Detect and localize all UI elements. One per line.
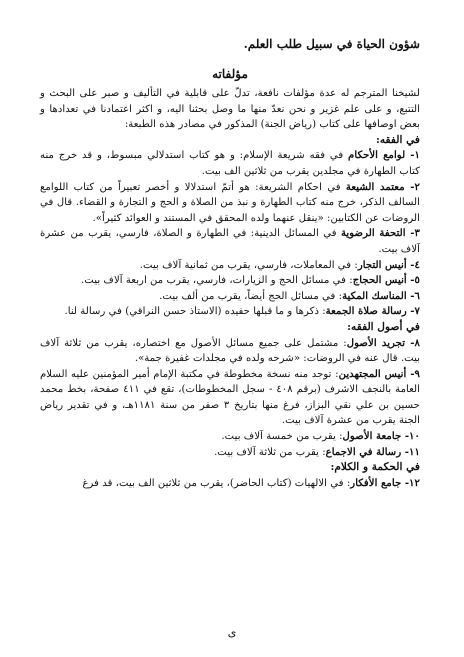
item-description: في احكام الشريعة: هو أتمّ استدلالا و أخصر تعبيراً من كتاب اللوامع السالف الذكر، خرج منه كتاب الطهارة و نبذ من الصلاة و الحج و التجارة و القضاء. قال في الروضات عن الكتابين: «ينقل عنهما ولده المحقق في المستند و العوائد كثيراً». [40, 181, 420, 224]
list-item [40, 304, 420, 320]
item-description: في المسائل الدينية: في الطهارة و الصلاة، فارسي، يقرب من عشرة آلاف بيت. [40, 228, 420, 255]
list-item [40, 289, 420, 305]
list-item [40, 148, 420, 179]
hikma-heading: في الحكمة و الكلام: [330, 461, 420, 474]
item-title: ١٢- جامع الأفكار [350, 476, 420, 489]
list-item [40, 258, 420, 274]
usul-list [40, 336, 420, 461]
item-description: : ذكرها و ما قبلها حفيده (الاستاذ حسن النراقي) في رسالة لنا. [64, 306, 326, 318]
fiqh-list [40, 148, 420, 320]
list-item [40, 226, 420, 257]
item-description: : مشتمل على جميع مسائل الأصول مع اختصاره، يقرب من ثلاثة آلاف بيت. قال عنه في الروضات: «شرحه ولده في مجلدات غفيرة جمة». [40, 337, 420, 365]
item-description: : يقرب من خمسة آلاف بيت. [221, 431, 343, 443]
list-item [40, 429, 420, 445]
item-title: ٥- أنيس الحجاج [352, 274, 420, 287]
list-item [40, 476, 420, 492]
list-item [40, 367, 420, 429]
item-description: : في مسائل الحج أيضاً، يقرب من ألف بيت. [159, 290, 343, 302]
hikma-list [40, 476, 420, 492]
item-description: : يقرب من ثلاثة آلاف بيت. [214, 446, 326, 458]
item-title: ١١- رسالة في الاجماع [325, 445, 420, 458]
fiqh-heading: في الفقه: [375, 133, 420, 146]
list-item [40, 445, 420, 461]
item-description: : في الالهيات (كتاب الحاضر)، يقرب من ثلاثين الف بيت، قد فرغ [82, 477, 351, 489]
item-title: ١٠- جامعة الأصول [342, 430, 420, 443]
list-item [40, 273, 420, 289]
item-title: ٤- أنيس التجار [357, 258, 420, 271]
page-number: ى [227, 626, 237, 639]
item-title: ٦- المناسك المكية [342, 289, 420, 302]
section-title: مؤلفاته [212, 67, 248, 81]
item-description: في فقه شريعة الإسلام: و هو كتاب استدلالي مبسوط، و قد خرج منه كتاب الطهارة في مجلدين يقرب من ثلاثين الف بيت. [40, 150, 420, 177]
item-title: ١- لوامع الأحكام [348, 149, 420, 162]
item-title: ٣- التحفة الرضوية [340, 227, 420, 240]
item-description: : في مسائل الحج و الزيارات، فارسي، يقرب من اربعة آلاف بيت. [81, 275, 353, 287]
item-description: : توجد منه نسخة مخطوطة في مكتبة الإمام أمير المؤمنين عليه السلام العامة بالنجف الاشرف (برقم ٤٠٨ - سجل المخطوطات)، تقع في ٤١١ صفحة، بخط محمد حسين بن علي نقي البزاز، فرغ منها بتاريخ ٣ صفر من سنة ١١٨١هـ، و في تقدير رياض الجنة يقرب من عشرة آلاف بيت. [40, 368, 420, 427]
item-title: ٩- أنيس المجتهدين [338, 367, 420, 380]
list-item [40, 336, 420, 367]
item-description: : في المعاملات، فارسي، يقرب من ثمانية آلاف بيت. [139, 259, 358, 271]
list-item [40, 180, 420, 227]
item-title: ٨- تجريد الأصول [346, 336, 420, 349]
usul-heading: في أصول الفقه: [347, 320, 420, 333]
running-head: شؤون الحياة في سبيل طلب العلم. [243, 37, 420, 51]
intro-paragraph: لشيخنا المترجم له عدة مؤلفات نافعة، تدلّ على قابلية في التأليف و صبر على البحث و التتبع، و على علم غزير و نحن نعدّ منها ما وصل بحثنا اليه، و اكثر اعتمادنا في تعدادها و بعض اوصافها على كتاب (رياض الجنة) المذكور في مصادر هذه الطبعة: [40, 88, 420, 131]
item-title: ٧- رسالة صلاة الجمعة [325, 305, 420, 318]
item-title: ٢- معتمد الشيعة [345, 180, 420, 193]
